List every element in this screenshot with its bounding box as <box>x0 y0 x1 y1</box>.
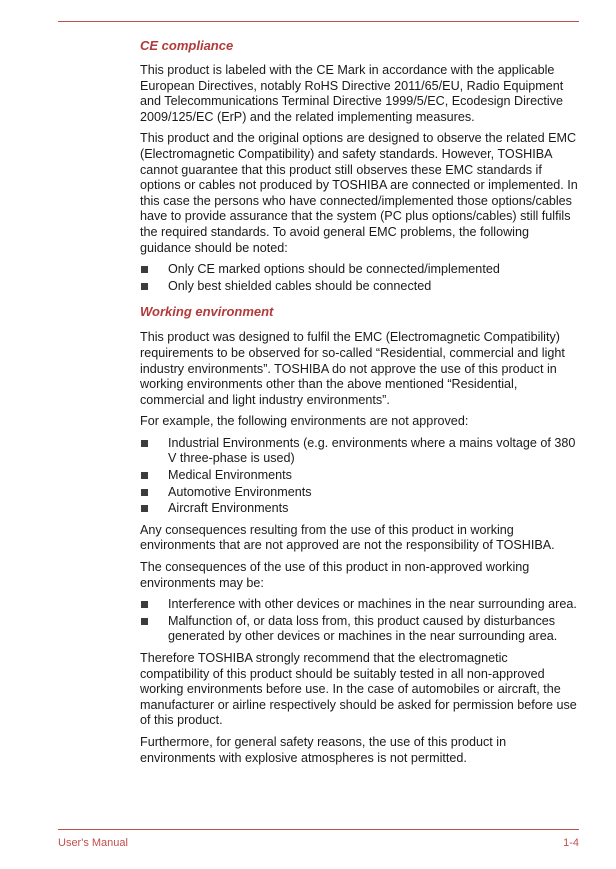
paragraph: This product is labeled with the CE Mark in accordance with the applicable European Directives, notably RoHS Directive 2011/65/EU, Radio Equipment and Telecommunications Terminal Directive 1999/5/EC, Ecodesign Directive 2009/125/EC (ErP) and the related implementing measures. <box>140 63 564 124</box>
bullet-list <box>140 436 580 517</box>
list-item <box>140 468 580 484</box>
bullet-list <box>140 597 580 645</box>
list-item-text: Malfunction of, or data loss from, this product caused by disturbances generated by other devices or machines in the near surrounding area. <box>168 613 558 644</box>
section-heading-ce-compliance: CE compliance <box>140 38 234 53</box>
paragraph: Any consequences resulting from the use of this product in working environments that are not approved are not the responsibility of TOSHIBA. <box>140 522 555 553</box>
list-item <box>140 597 580 613</box>
section-heading-working-environment: Working environment <box>140 304 274 320</box>
footer-manual-label: User's Manual <box>58 837 128 849</box>
list-item-text: Industrial Environments (e.g. environments where a mains voltage of 380 V three-phase is used) <box>168 435 576 466</box>
list-item <box>140 436 580 467</box>
list-item <box>140 262 580 278</box>
page-number: 1-4 <box>563 837 579 849</box>
square-bullet-icon <box>141 618 148 625</box>
header-rule <box>58 21 579 22</box>
list-item-text: Only CE marked options should be connected/implemented <box>168 262 500 277</box>
square-bullet-icon <box>141 440 148 447</box>
paragraph: Furthermore, for general safety reasons, the use of this product in environments with explosive atmospheres is not permitted. <box>140 734 507 765</box>
square-bullet-icon <box>141 489 148 496</box>
list-item-text: Automotive Environments <box>168 484 312 499</box>
paragraph: For example, the following environments are not approved: <box>140 414 469 429</box>
footer-rule <box>58 829 579 830</box>
list-item-text: Aircraft Environments <box>168 501 289 516</box>
list-item-text: Interference with other devices or machines in the near surrounding area. <box>168 597 577 612</box>
list-item <box>140 279 580 295</box>
page-content <box>140 38 580 772</box>
paragraph: Therefore TOSHIBA strongly recommend that the electromagnetic compatibility of this product should be suitably tested in all non-approved working environments before use. In the case of automobiles or aircraft, the manufacturer or airline respectively should be asked for permission before use of this product. <box>140 651 577 728</box>
list-item <box>140 501 580 517</box>
paragraph: The consequences of the use of this product in non-approved working environments may be: <box>140 560 530 590</box>
list-item <box>140 485 580 501</box>
paragraph: This product and the original options are designed to observe the related EMC (Electromagnetic Compatibility) and safety standards. However, TOSHIBA cannot guarantee that this product still observes these EMC standards if options or cables not produced by TOSHIBA are connected or implemented. In this case the persons who have connected/implemented those options/cables have to provide assurance that the system (PC plus options/cables) still fulfils the required standards. To avoid general EMC problems, the following guidance should be noted: <box>140 131 578 255</box>
square-bullet-icon <box>141 472 148 479</box>
list-item <box>140 614 580 645</box>
list-item-text: Only best shielded cables should be connected <box>168 278 432 293</box>
bullet-list <box>140 262 580 294</box>
list-item-text: Medical Environments <box>168 468 292 483</box>
square-bullet-icon <box>141 266 148 273</box>
square-bullet-icon <box>141 505 148 512</box>
paragraph: This product was designed to fulfil the EMC (Electromagnetic Compatibility) requirements to be observed for so-called “Residential, commercial and light industry environments”. TOSHIBA do not approve the use of this product in working environments other than the above mentioned “Residential, commercial and light industry environments”. <box>140 330 565 407</box>
square-bullet-icon <box>141 283 148 290</box>
square-bullet-icon <box>141 601 148 608</box>
